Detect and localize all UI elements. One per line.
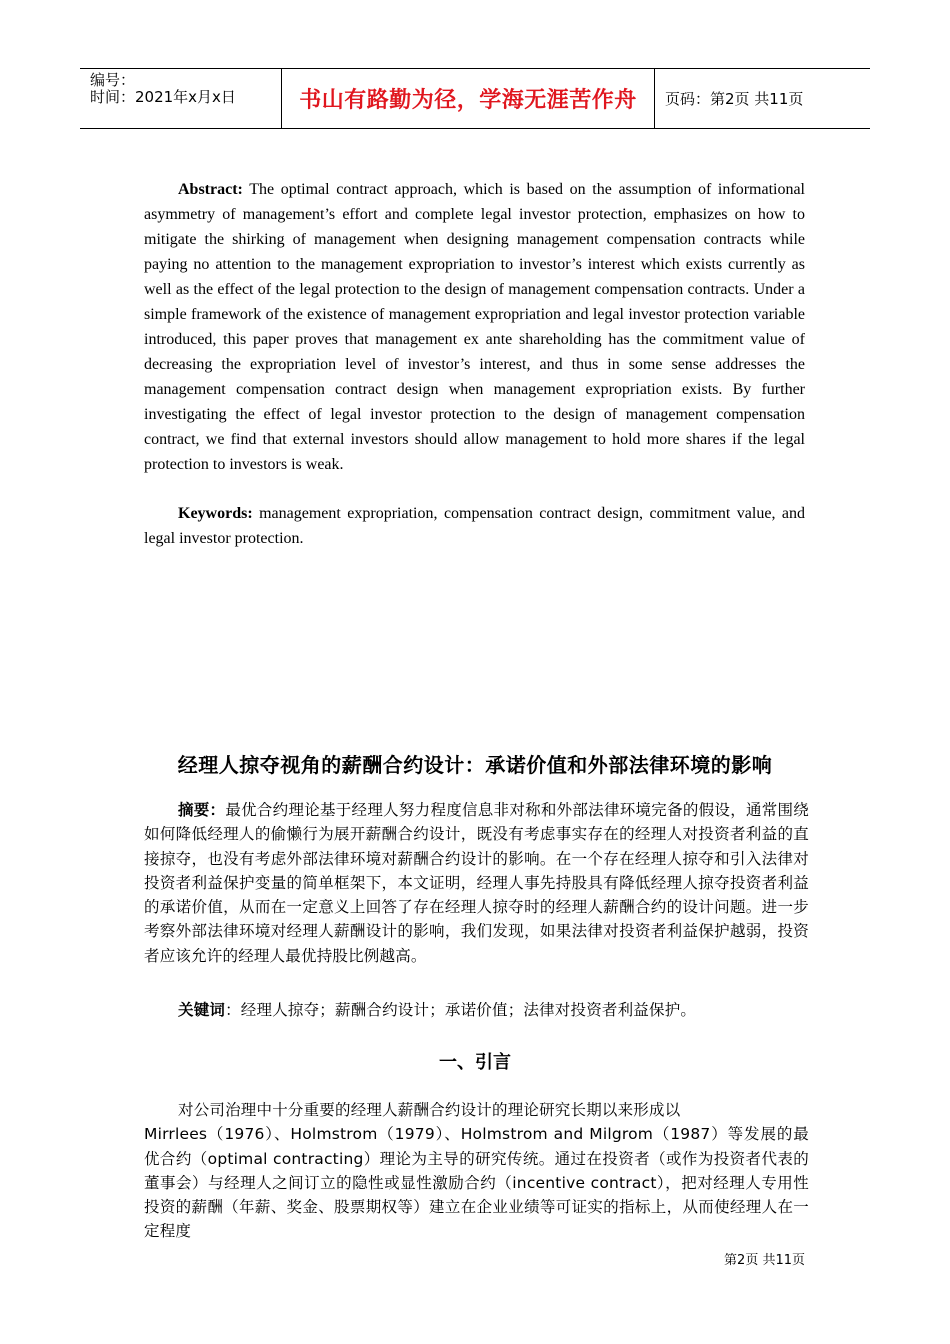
- intro-rest: Mirrlees（1976）、Holmstrom（1979）、Holmstrom and Milgrom（1987）等发展的最优合约（optimal contracting）理论为主导的研究传统。通过在投资者（或作为投资者代表的董事会）与经理人之间订立的隐性或显性激励合约（incentive contract），把对经理人专用性投资的薪酬（年薪、奖金、股票期权等）建立在企业业绩等可证实的指标上，从而使经理人在一定程度: [144, 1125, 809, 1241]
- intro-paragraph: [144, 1098, 809, 1244]
- date-label: 时间：2021年x月x日: [90, 88, 236, 106]
- keywords-en: [144, 501, 805, 551]
- header-motto: 书山有路勤为径，学海无涯苦作舟: [282, 69, 655, 128]
- keywords-cn-text: ：经理人掠夺；薪酬合约设计；承诺价值；法律对投资者利益保护。: [225, 1001, 697, 1019]
- serial-label: 编号：: [90, 71, 136, 89]
- intro-line1: 对公司治理中十分重要的经理人薪酬合约设计的理论研究长期以来形成以: [178, 1101, 681, 1119]
- keywords-en-label: Keywords:: [178, 505, 253, 522]
- abstract-cn: [144, 798, 809, 968]
- keywords-en-text: management expropriation, compensation contract design, commitment value, and legal investor protection.: [144, 505, 805, 547]
- abstract-cn-text: 最优合约理论基于经理人努力程度信息非对称和外部法律环境完备的假设，通常围绕如何降低经理人的偷懒行为展开薪酬合约设计，既没有考虑事实存在的经理人对投资者利益的直接掠夺，也没有考虑外部法律环境对薪酬合约设计的影响。在一个存在经理人掠夺和引入法律对投资者利益保护变量的简单框架下，本文证明，经理人事先持股具有降低经理人掠夺投资者利益的承诺价值，从而在一定意义上回答了存在经理人掠夺时的经理人薪酬合约的设计问题。进一步考察外部法律环境对经理人薪酬设计的影响，我们发现，如果法律对投资者利益保护越弱，投资者应该允许的经理人最优持股比例越高。: [144, 801, 810, 965]
- section-title: 一、引言: [439, 1052, 511, 1073]
- abstract-cn-label: 摘要：: [178, 801, 226, 819]
- page-header: [80, 68, 870, 129]
- abstract-en: [144, 177, 805, 477]
- abstract-en-text: The optimal contract approach, which is based on the assumption of informational asymmetry of management’s effort and complete legal investor protection, emphasizes on how to mitigate the shirking of management when designing management compensation contracts while paying no attention to the management expropriation to investor’s interest which exists currently as well as the effect of the legal protection to the design of management compensation contracts. Under a simple framework of the existence of management expropriation and legal investor protection variable introduced, this paper proves that management ex ante shareholding has the commitment value of decreasing the expropriation level of investor’s interest, and thus in some sense addresses the management compensation contract design when management expropriation exists. By further investigating the effect of legal investor protection to the design of management compensation contract, we find that external investors should allow management to hold more shares if the legal protection to investors is weak.: [144, 181, 806, 473]
- keywords-cn: [144, 998, 809, 1022]
- header-page-info: 页码：第2页 共11页: [665, 90, 804, 108]
- abstract-en-label: Abstract:: [178, 181, 243, 198]
- chinese-title: 经理人掠夺视角的薪酬合约设计：承诺价值和外部法律环境的影响: [177, 753, 773, 777]
- page-footer: 第2页 共11页: [724, 1253, 805, 1268]
- keywords-cn-label: 关键词: [178, 1001, 226, 1019]
- header-meta-cell: [80, 69, 282, 128]
